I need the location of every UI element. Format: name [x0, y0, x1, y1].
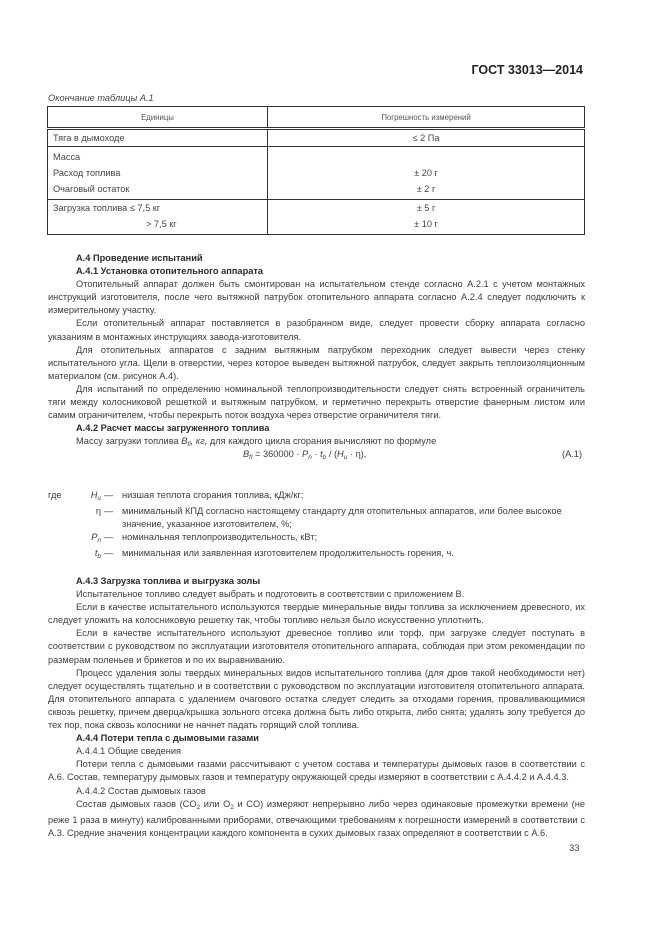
table-caption: Окончание таблицы А.1: [48, 93, 154, 103]
paragraph-formula-intro: Массу загрузки топлива $B_{fl}$, кг, для каждого цикла сгорания вычисляют по формуле: [76, 436, 437, 449]
paragraph: Для испытаний по определению номинальной теплопроизводительности следует снять встроенный ограничитель тяги между колосниковой решеткой и вытяжным патрубком, и герметично перекрыть отверстие фанерным листом или самим ограничителем, чтобы перекрыть поток воздуха через отверстие ограничителя тяги.: [48, 383, 585, 421]
legend-item: $t_b$ — минимальная или заявленная изготовителем продолжительность горения, ч.: [94, 548, 454, 561]
heading-a41: А.4.1 Установка отопительного аппарата: [76, 266, 264, 277]
paragraph: Если в качестве испытательного используются твердые минеральные виды топлива за исключением древесного, их следует уложить на колосниковую решетку так, чтобы топливо нельзя было искусственно уплотнить.: [48, 602, 585, 626]
unit-cell: Очаговый остаток: [53, 184, 130, 194]
paragraph: Для отопительных аппаратов с задним вытяжным патрубком переходник следует вывести через стенку испытательного угла. Щели в отверстии, через которое выведен вытяжной патрубок, следует закрыть теплоизоляционным материалом (см. рисунок А.4).: [48, 344, 585, 381]
heading-a442: А.4.4.2 Состав дымовых газов: [76, 785, 206, 796]
error-cell: ± 20 г: [414, 168, 438, 178]
column-header-units: Единицы: [48, 107, 268, 129]
formula-number: (А.1): [562, 449, 583, 459]
measurement-error-table: [47, 106, 585, 235]
unit-cell: Тяга в дымоходе: [53, 133, 125, 143]
table-header-row: [48, 107, 585, 129]
formula-expression: $B_{fl} = 360000 \cdot P_n \cdot t_b / (H_u \cdot \eta)$,: [243, 449, 367, 461]
table-row: [48, 147, 585, 200]
error-cell: [268, 149, 584, 165]
unit-cell: Расход топлива: [53, 168, 121, 178]
document-code: ГОСТ 33013—2014: [471, 63, 583, 77]
formula-legend: [48, 489, 588, 563]
paragraph: Испытательное топливо следует выбрать и подготовить в соответствии с приложением В.: [76, 589, 465, 600]
table-row: [48, 200, 585, 235]
legend-item: η — минимальный КПД согласно настоящему стандарту для отопительных аппаратов, или более высокое значение, указанное изготовителем, %;: [95, 506, 562, 530]
paragraph: Если отопительный аппарат поставляется в разобранном виде, следует провести сборку аппарата согласно указаниям в монтажных инструкциях завода-изготовителя.: [48, 318, 585, 342]
paragraph: Потери тепла с дымовыми газами рассчитывают с учетом состава и температуры дымовых газов в соответствии с А.6. Состав, температуру дымовых газов и температуру окружающей среды измеряют в соответствии с А.4.4.2 и А.4.4.3.: [48, 759, 585, 783]
column-header-error: Погрешность измерений: [268, 107, 585, 129]
heading-a4: А.4 Проведение испытаний: [76, 253, 203, 263]
table-row: [48, 129, 585, 147]
page-number: 33: [569, 843, 580, 854]
section-a4: [48, 252, 585, 451]
error-cell: ± 5 г: [416, 203, 436, 213]
heading-a43: А.4.3 Загрузка топлива и выгрузка золы: [76, 576, 261, 586]
error-cell: ± 2 г: [416, 184, 436, 194]
heading-a44: А.4.4 Потери тепла с дымовыми газами: [76, 733, 259, 744]
unit-cell: Масса: [53, 152, 81, 162]
unit-cell: > 7,5 кг: [146, 219, 177, 229]
section-a43-a44: [48, 575, 585, 840]
heading-a441: А.4.4.1 Общие сведения: [76, 746, 182, 757]
paragraph: Процесс удаления золы твердых минеральных видов испытательного топлива (для дров такой необходимости нет) следует осуществлять тщательно и в соответствии с руководством по эксплуатации изготовителя отопительного аппарата. Для отопительного аппарата с удалением очагового остатка следует следить за отходами горения, проваливающимися сквозь решетку, причем дверца/крышка зольного отсека должна быть либо открыта, либо снята; удалять золу требуется до тех пор, пока сквозь колосники не начнет падать горящий слой топлива.: [48, 667, 585, 731]
legend-item: $P_n$ — номинальная теплопроизводительность, кВт;: [91, 532, 318, 545]
error-cell: ± 10 г: [414, 219, 438, 229]
paragraph: Отопительный аппарат должен быть смонтирован на испытательном стенде согласно А.2.1 с учетом монтажных инструкций изготовителя, после чего вытяжной патрубок отопительного аппарата согласно А.2.4 следует подключить к измерительному участку.: [48, 279, 585, 316]
heading-a42: А.4.2 Расчет массы загруженного топлива: [76, 423, 270, 434]
paragraph-gas-composition: Состав дымовых газов ($CO_2$ или $O_2$ и CO) измеряют непрерывно либо через одинаковые промежутки времени (не реже 1 раза в минуту) калиброванными приборами, отвечающими требованиям к погрешности измерений в соответствии с А.3. Средние значения концентрации каждого компонента в сухих дымовых газах определяют в соответствии с А.6.: [48, 798, 585, 838]
unit-cell: Загрузка топлива ≤ 7,5 кг: [53, 203, 161, 213]
error-cell: ≤ 2 Па: [412, 133, 440, 143]
paragraph: Если в качестве испытательного используют древесное топливо или торф, при загрузке следует поступать в соответствии с руководством по эксплуатации изготовителя отопительного аппарата, соблюдая при этом рекомендации по размерам поленьев и брикетов и по их выравниванию.: [48, 628, 585, 665]
legend-item: где $H_u$ — низшая теплота сгорания топлива, кДж/кг;: [48, 490, 304, 502]
